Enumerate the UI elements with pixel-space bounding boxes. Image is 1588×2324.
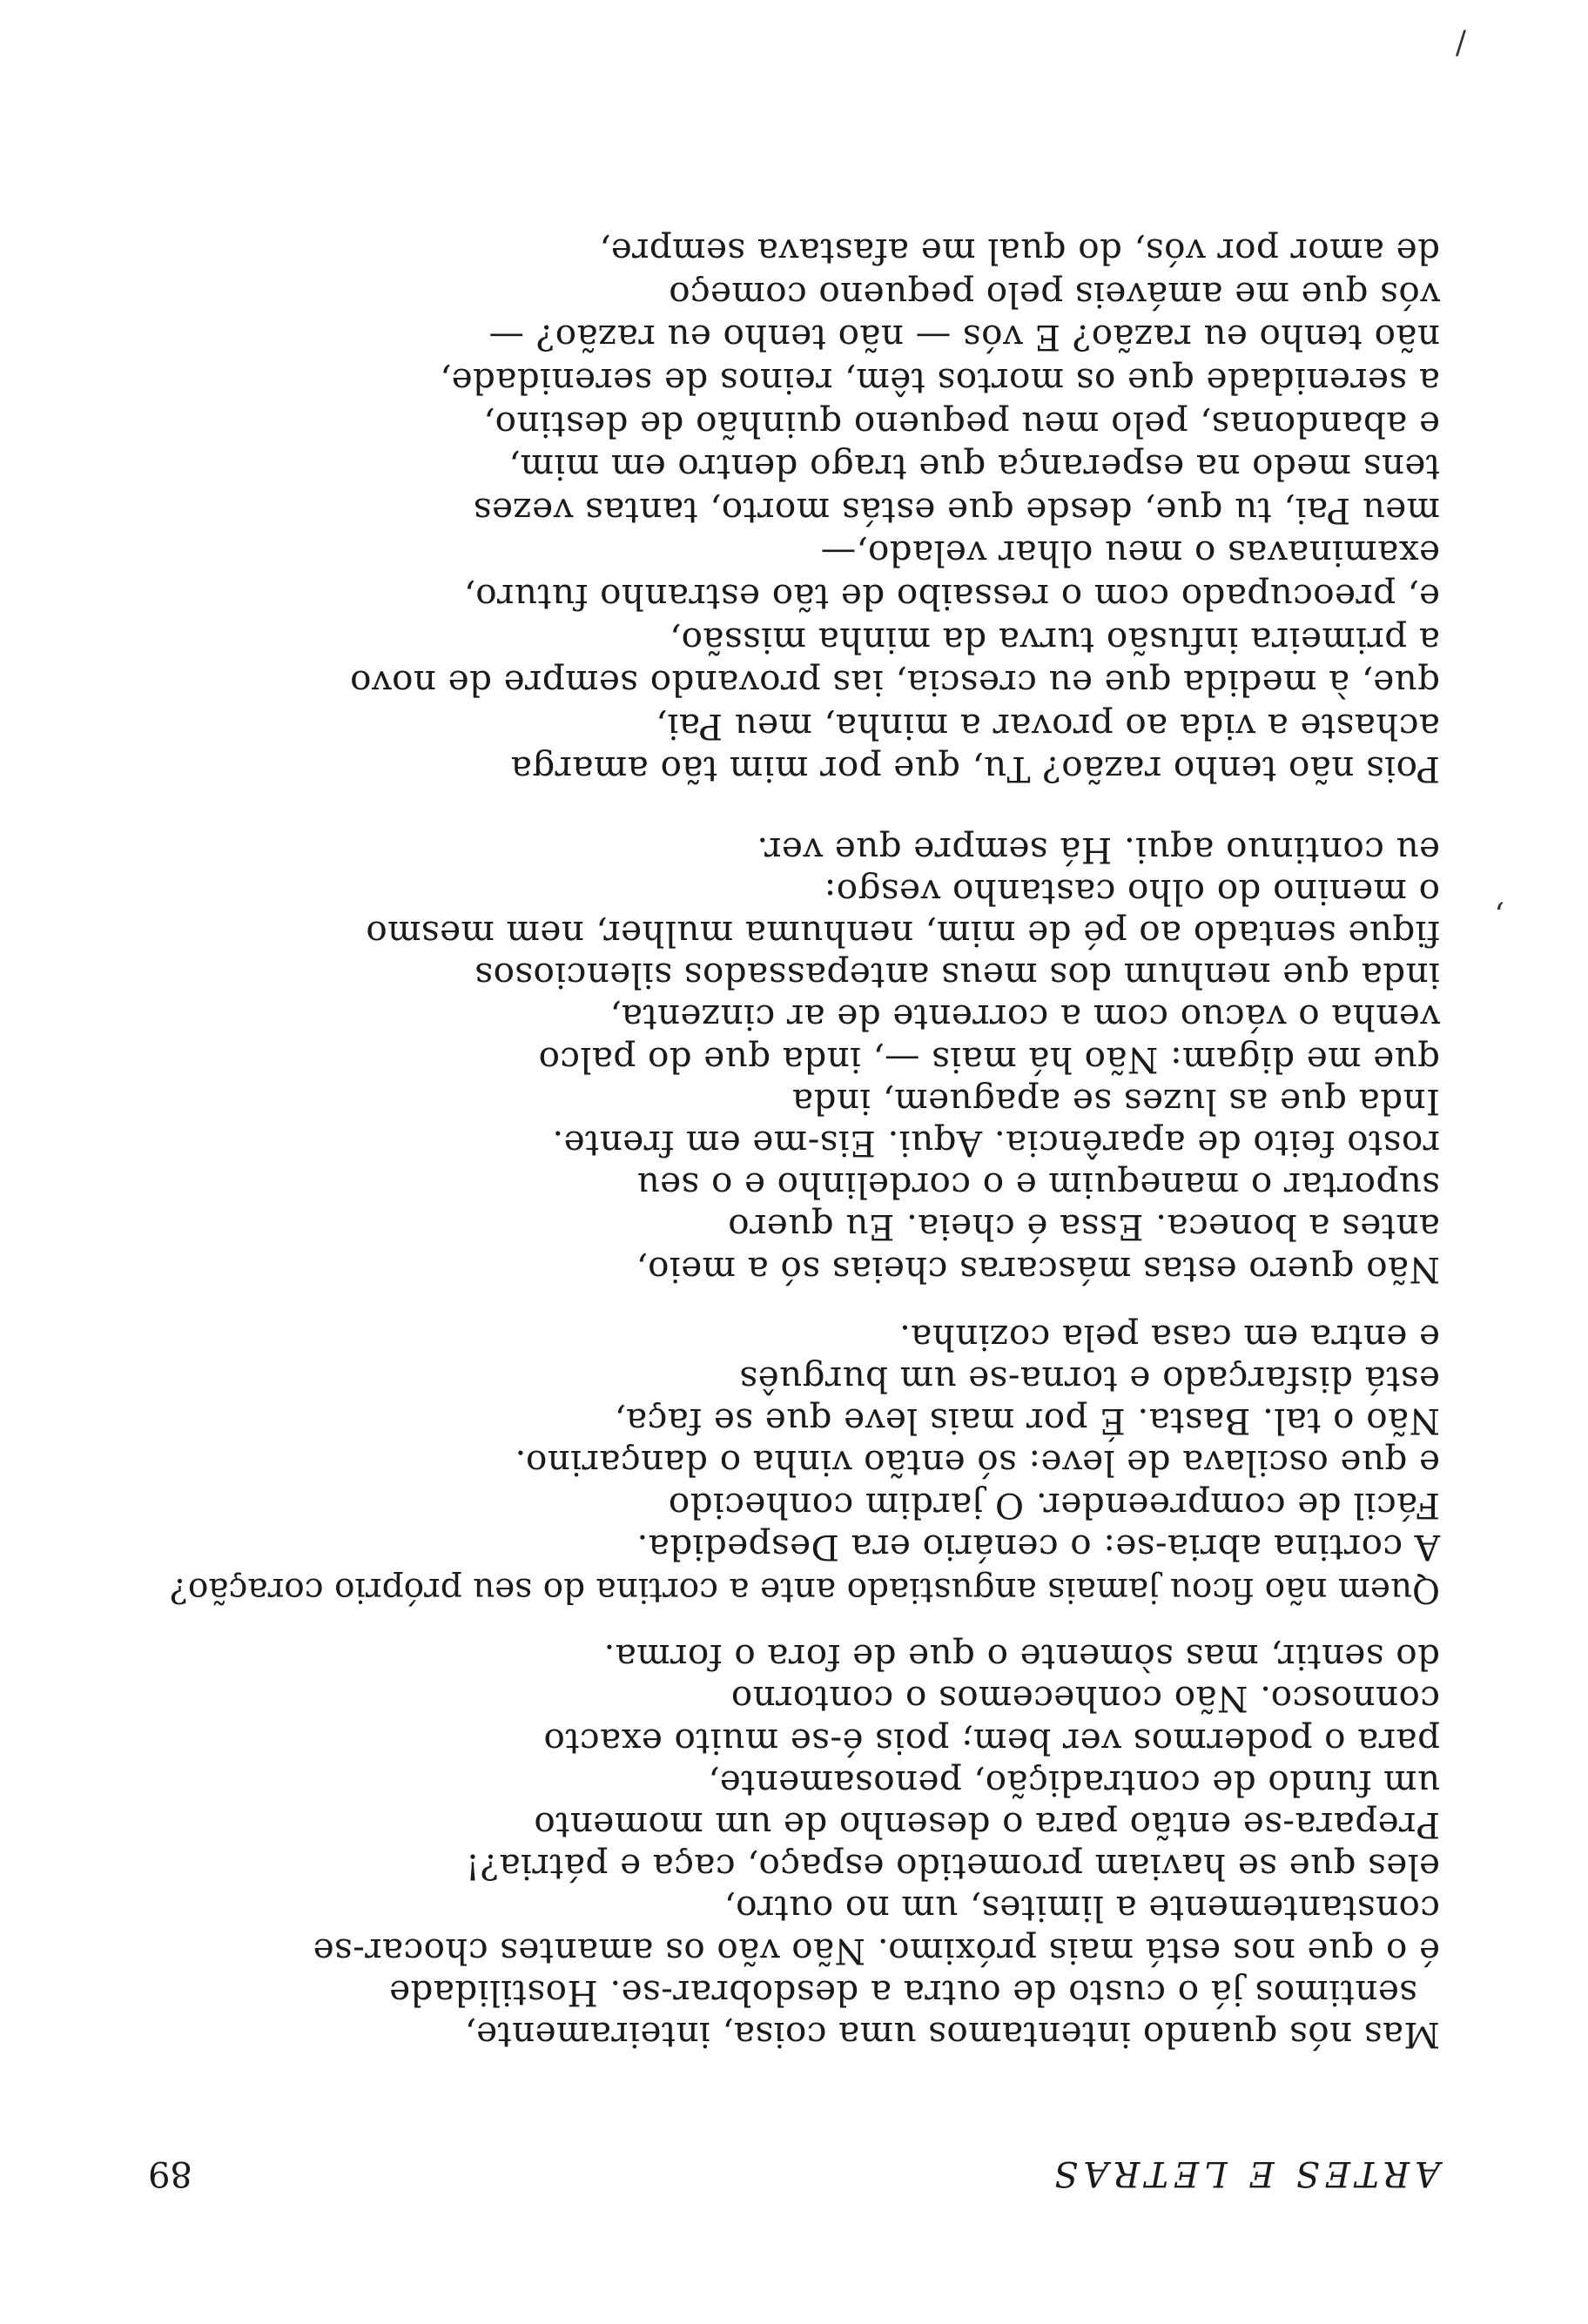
verse-line: sentimos já o custo de outra a desdobrar-se. Hostilidade	[388, 1971, 1417, 2014]
verse-line: Não quero estas máscaras cheias só a meio,	[636, 1248, 1440, 1291]
verse-line: é o que nos está mais próximo. Não vão os amantes chocar-se	[313, 1930, 1440, 1972]
poem-body	[82, 198, 1440, 2056]
verse-line: achaste a vida ao provar a minha, meu Pai,	[655, 705, 1440, 748]
verse-line: não tenho eu razão? E vós — não tenho eu razão? —	[488, 317, 1440, 359]
verse-line: rosto feito de aparência. Aqui. Eis-me em frente.	[552, 1122, 1440, 1165]
verse-line: que me digam: Não há mais —, inda que do palco	[538, 1038, 1440, 1081]
verse-line: e, preocupado com o ressaibo de tão estranho futuro,	[463, 575, 1440, 618]
verse-line: Mas nós quando intentamos uma coisa, inteiramente,	[464, 2014, 1440, 2056]
verse-line: a serenidade que os mortos têm, reinos de serenidade,	[439, 359, 1440, 402]
verse-line: vós que me amáveis pelo pequeno começo	[668, 273, 1440, 316]
verse-line: constantemente a limites, um no outro,	[723, 1888, 1440, 1931]
verse-line: venha o vácuo com a corrente de ar cinzenta,	[609, 997, 1440, 1039]
pencil-tick-mark: /	[1455, 25, 1466, 61]
verse-line: está disfarçado e torna-se um burguês	[739, 1358, 1440, 1400]
verse-line: eles que se haviam prometido espaço, caça e pátria?!	[465, 1846, 1440, 1889]
running-title: ARTES E LETRAS	[1048, 2153, 1440, 2193]
verse-line: Inda que as luzes se apaguem, inda	[791, 1080, 1440, 1123]
verse-line: para o podermos ver bem; pois é-se muito exacto	[543, 1720, 1440, 1763]
verse-line: que, à medida que eu crescia, ias provando sempre de novo	[349, 662, 1440, 705]
verse-line: do sentir, mas sòmente o que de fora o forma.	[603, 1636, 1440, 1679]
verse-line: e que oscilava de leve: só então vinha o dançarino.	[515, 1442, 1440, 1485]
stanza	[82, 1636, 1440, 2056]
verse-line: examinavas o meu olhar velado,—	[820, 533, 1440, 575]
stanza	[82, 829, 1440, 1290]
stanza	[82, 230, 1440, 791]
verse-line: Quem não ficou jamais angustiado ante a cortina do seu próprio coração?	[169, 1569, 1440, 1609]
verse-line: eu continuo aqui. Há sempre que ver.	[756, 829, 1440, 871]
verse-line: A cortina abria-se: o cenário era Despedida.	[636, 1526, 1440, 1568]
verse-line: e abandonas, pelo meu pequeno quinhão de destino,	[483, 403, 1440, 446]
verse-line: fique sentado ao pé de mim, nenhuma mulher, nem mesmo	[365, 912, 1440, 955]
verse-line: inda que nenhum dos meus antepassados silenciosos	[474, 955, 1440, 997]
verse-line: suportar o manequim e o cordelinho e o seu	[636, 1165, 1440, 1207]
verse-line: Não o tal. Basta. É por mais leve que se faça,	[614, 1400, 1440, 1443]
verse-line: o menino do olho castanho vesgo:	[824, 870, 1440, 913]
verse-line: Fácil de compreender. O jardim conhecido	[668, 1484, 1440, 1527]
verse-line: de amor por vós, do qual me afastava sempre,	[599, 231, 1440, 273]
verse-line: e entra em casa pela cozinha.	[898, 1316, 1440, 1359]
running-head	[148, 2141, 1440, 2193]
verse-line: a primeira infusão turva da minha missão,	[669, 619, 1440, 662]
page-number: 89	[148, 2153, 192, 2193]
verse-line: um fundo de contradição, penosamente,	[708, 1762, 1440, 1804]
verse-line: Prepara-se então para o desenho de um momento	[533, 1803, 1440, 1846]
verse-line: antes a boneca. Essa é cheia. Eu quero	[727, 1206, 1440, 1249]
stanza	[82, 1317, 1440, 1610]
verse-line: tens medo na esperança que trago dentro em mim,	[508, 447, 1440, 489]
verse-line: meu Pai, tu que, desde que estás morto, tantas vezes	[473, 489, 1440, 532]
verse-line: connosco. Não conhecemos o contorno	[730, 1678, 1440, 1721]
pencil-side-mark: ‚	[1494, 898, 1504, 934]
verse-line: Pois não tenho razão? Tu, que por mim tão amarga	[510, 749, 1440, 791]
